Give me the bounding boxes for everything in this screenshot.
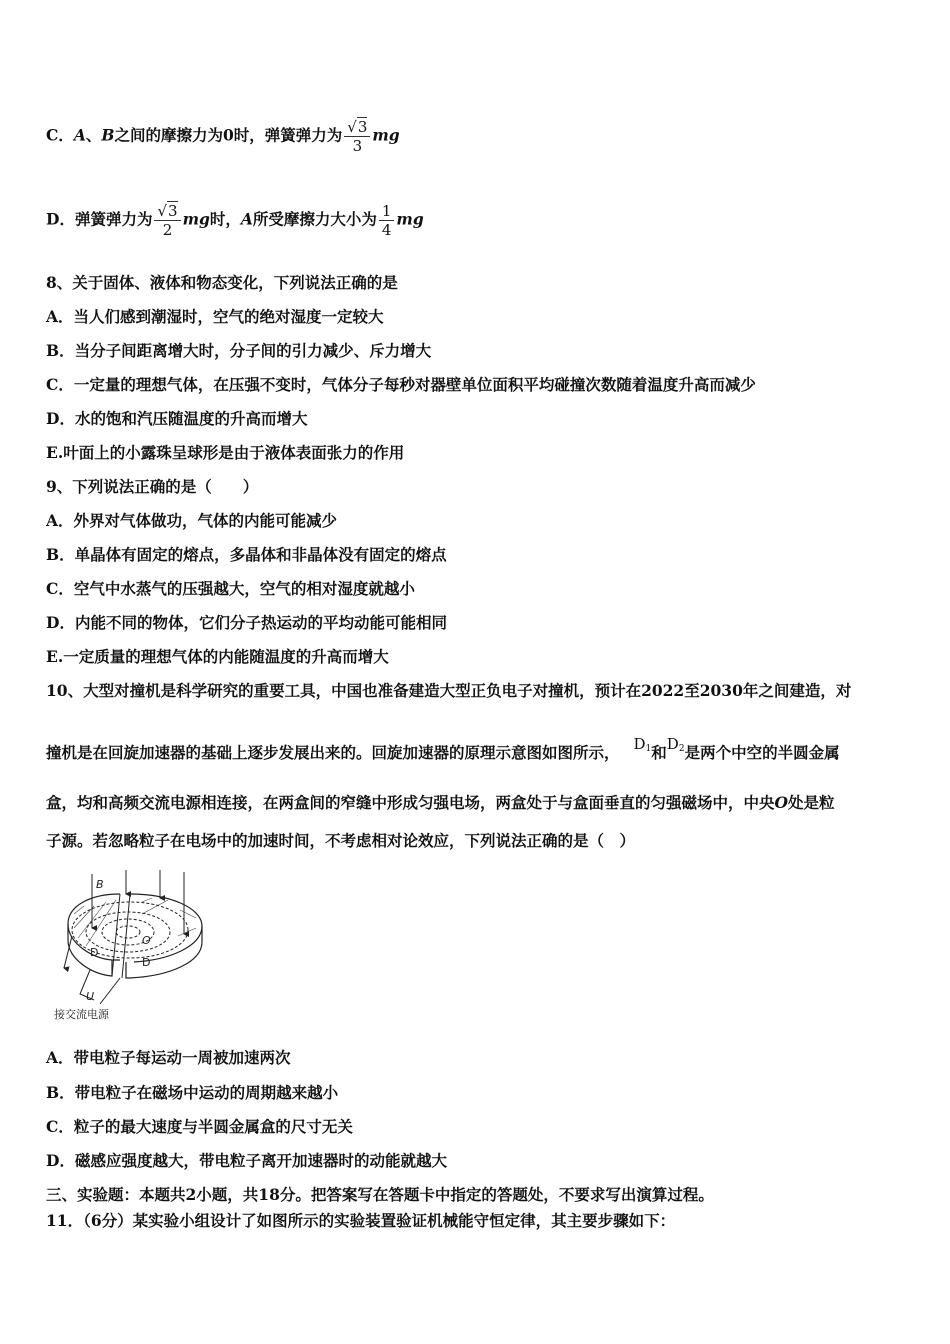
q10-line-3 bbox=[46, 793, 835, 813]
label-d1: D bbox=[90, 946, 99, 959]
q9-option-a: A．外界对气体做功，气体的内能可能减少 bbox=[46, 511, 338, 530]
q8-option-c: C．一定量的理想气体，在压强不变时，气体分子每秒对器壁单位面积平均碰撞次数随着温度升高而减少 bbox=[46, 375, 756, 394]
and-text: 和 bbox=[651, 743, 667, 762]
d1-symbol bbox=[634, 735, 652, 753]
option-text: 所受摩擦力大小为 bbox=[252, 209, 377, 229]
q10-option-c: C．粒子的最大速度与半圆金属盒的尺寸无关 bbox=[46, 1117, 353, 1136]
q10-line-4: 子源。若忽略粒子在电场中的加速时间，不考虑相对论效应，下列说法正确的是（ ） bbox=[46, 831, 636, 850]
cyclotron-figure bbox=[50, 866, 220, 1026]
option-prefix: C． bbox=[46, 125, 74, 145]
var-o: O bbox=[774, 793, 789, 812]
section-3-heading: 三、实验题：本题共2小题，共18分。把答案写在答题卡中指定的答题处，不要求写出演算过程。 bbox=[46, 1185, 714, 1204]
q10-option-d: D．磁感应强度越大，带电粒子离开加速器时的动能就越大 bbox=[46, 1151, 447, 1170]
frac-num: 3 bbox=[168, 202, 178, 220]
q8-option-d: D．水的饱和汽压随温度的升高而增大 bbox=[46, 409, 308, 428]
wire-right bbox=[100, 978, 120, 1004]
label-b: B bbox=[96, 878, 104, 891]
q10-option-a: A．带电粒子每运动一周被加速两次 bbox=[46, 1048, 291, 1067]
label-o: O bbox=[142, 934, 151, 947]
d2-side bbox=[126, 926, 202, 978]
q11-stem: 11．（6分）某实验小组设计了如图所示的实验装置验证机械能守恒定律，其主要步骤如下： bbox=[46, 1211, 676, 1230]
var-a: A bbox=[73, 125, 86, 145]
q10-text: 撞机是在回旋加速器的基础上逐步发展出来的。回旋加速器的原理示意图如图所示， bbox=[46, 743, 620, 762]
unit-mg: mg bbox=[396, 209, 424, 229]
q7-option-c bbox=[46, 118, 400, 155]
var-b: B bbox=[101, 125, 115, 145]
q10-text: 盒，均和高频交流电源相连接，在两盒间的窄缝中形成匀强电场，两盒处于与盒面垂直的匀强磁场中，中央 bbox=[46, 793, 775, 812]
q10-text: 是两个中空的半圆金属 bbox=[684, 743, 840, 762]
cyclotron-diagram bbox=[50, 866, 220, 1026]
label-d2: D bbox=[142, 956, 151, 969]
frac-den: 2 bbox=[162, 221, 173, 239]
option-text: 时， bbox=[209, 209, 241, 229]
q8-option-a: A．当人们感到潮湿时，空气的绝对湿度一定较大 bbox=[46, 307, 384, 326]
unit-mg: mg bbox=[182, 209, 210, 229]
fraction-1-over-4: $\frac{1}{4}$ bbox=[379, 202, 395, 239]
frac-num: 3 bbox=[357, 118, 368, 136]
q10-line-2 bbox=[46, 735, 840, 768]
q10-option-b: B．带电粒子在磁场中运动的周期越来越小 bbox=[46, 1083, 339, 1102]
q9-option-b: B．单晶体有固定的熔点，多晶体和非晶体没有固定的熔点 bbox=[46, 545, 447, 564]
fraction-sqrt3-over-3: $\frac{√3}{3}$ bbox=[344, 118, 370, 155]
figure-caption: 接交流电源 bbox=[54, 1008, 109, 1021]
spiral-1 bbox=[116, 926, 140, 938]
q10-line-1: 10、大型对撞机是科学研究的重要工具，中国也准备建造大型正负电子对撞机，预计在2022至2030年之间建造，对 bbox=[46, 681, 852, 700]
q7-option-d bbox=[46, 202, 424, 239]
q8-stem: 8、关于固体、液体和物态变化，下列说法正确的是 bbox=[46, 273, 398, 292]
q10-text: 处是粒 bbox=[788, 793, 835, 812]
option-text: 之间的摩擦力为0时，弹簧弹力为 bbox=[114, 125, 343, 145]
var-a: A bbox=[240, 209, 253, 229]
q8-option-e: E.叶面上的小露珠呈球形是由于液体表面张力的作用 bbox=[46, 443, 405, 462]
label-u: U bbox=[86, 990, 95, 1003]
sub-1: 1 bbox=[645, 744, 652, 754]
separator: 、 bbox=[85, 125, 102, 145]
gap-left bbox=[112, 894, 120, 976]
unit-mg: mg bbox=[372, 125, 400, 145]
d-letter: D bbox=[666, 735, 679, 753]
frac-den: 3 bbox=[352, 137, 363, 155]
q8-option-b: B．当分子间距离增大时，分子间的引力减少、斥力增大 bbox=[46, 341, 432, 360]
q9-stem: 9、下列说法正确的是（ ） bbox=[46, 477, 259, 496]
d2-symbol bbox=[667, 735, 685, 753]
sub-2: 2 bbox=[678, 744, 685, 754]
q9-option-d: D．内能不同的物体，它们分子热运动的平均动能可能相同 bbox=[46, 613, 447, 632]
option-text: D．弹簧弹力为 bbox=[46, 209, 153, 229]
q9-option-c: C．空气中水蒸气的压强越大，空气的相对湿度就越小 bbox=[46, 579, 415, 598]
fraction-sqrt3-over-2: $\frac{√3}{2}$ bbox=[154, 202, 180, 239]
q9-option-e: E.一定质量的理想气体的内能随温度的升高而增大 bbox=[46, 647, 389, 666]
d-letter: D bbox=[633, 735, 646, 753]
